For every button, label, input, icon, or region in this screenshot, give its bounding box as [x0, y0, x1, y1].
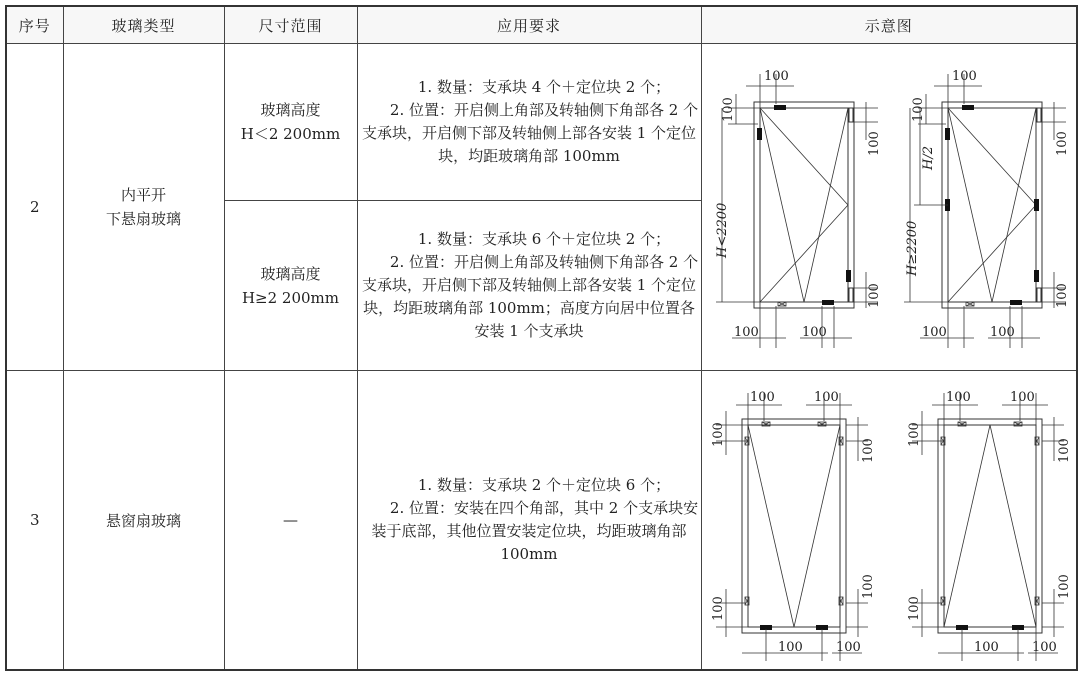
row2b-range-line1: 玻璃高度: [260, 264, 321, 283]
row3-right-dim-right-top: 100: [1056, 438, 1072, 463]
row3-left-dim-bottom-1: 100: [777, 640, 803, 655]
row3-right-dim-top-1: 100: [945, 390, 971, 405]
row2-left-dim-right-top: 100: [866, 131, 882, 156]
row3-num: 3: [6, 371, 63, 671]
row3-figure-cell: [701, 371, 1077, 671]
row2-right-dim-bottom-2: 100: [989, 325, 1015, 340]
row2-left-dim-left: 100: [720, 97, 736, 122]
row2-right-half-height: H/2: [920, 146, 936, 170]
row3-right-dim-bottom-1: 100: [973, 640, 999, 655]
row2-num: 2: [6, 44, 63, 371]
row2-left-sash: [716, 74, 878, 348]
row2a-range: [224, 44, 357, 201]
row2a-req-line1: 1. 数量：支承块 4 个＋定位块 2 个；: [417, 78, 671, 97]
row3-right-dim-top-2: 100: [1009, 390, 1035, 405]
row3-req-line1: 1. 数量：支承块 2 个＋定位块 6 个；: [417, 476, 671, 494]
row2a-range-line1: 玻璃高度: [260, 101, 321, 120]
row2a-req: [357, 44, 701, 201]
row3-diagram: [702, 371, 1078, 669]
row3-type: 悬窗扇玻璃: [63, 371, 224, 671]
row2-diagram: [702, 44, 1078, 370]
row2-left-dim-top: 100: [763, 69, 789, 84]
row3-right-dim-bottom-2: 100: [1031, 640, 1057, 655]
row2-right-dim-top: 100: [951, 69, 977, 84]
row3-right-dim-right-bottom: 100: [1056, 574, 1072, 599]
row2a-req-line2: 2. 位置：开启侧上角部及转轴侧下角部各 2 个支承块，开启侧下部及转轴侧上部各安装 1 个定位块，均距玻璃角部 100mm: [361, 101, 699, 166]
spec-table: [5, 5, 1078, 671]
row3-req: [357, 371, 701, 671]
row2-left-dim-right-bottom: 100: [866, 283, 882, 308]
header-num: 序号: [6, 6, 63, 44]
row3-left-sash: [716, 393, 868, 661]
row2b-range: [224, 201, 357, 371]
row3: [6, 371, 1077, 671]
row2-type: [63, 44, 224, 371]
row2-right-dim-right-top: 100: [1054, 131, 1070, 156]
row2-type-line2: 下悬扇玻璃: [105, 210, 181, 228]
row2-right-sash: [904, 74, 1066, 348]
row2b-req-line1: 1. 数量：支承块 6 个＋定位块 2 个；: [417, 230, 671, 249]
header-type: 玻璃类型: [63, 6, 224, 44]
row3-req-line2: 2. 位置：安装在四个角部，其中 2 个支承块安装于底部，其他位置安装定位块，均距玻璃角部 100mm: [371, 499, 699, 563]
header-fig: 示意图: [701, 6, 1077, 44]
header-req: 应用要求: [357, 6, 701, 44]
row2-type-line1: 内平开: [120, 186, 166, 204]
row2-left-dim-bottom-1: 100: [733, 325, 759, 340]
row2-left-height: H<2200: [714, 202, 730, 258]
row3-right-dim-left-top: 100: [906, 422, 922, 447]
row3-left-dim-top-1: 100: [749, 390, 775, 405]
row2b-range-line2: H≥2 200mm: [241, 288, 340, 307]
row2b-req-line2: 2. 位置：开启侧上角部及转轴侧下角部各 2 个支承块，开启侧下部及转轴侧上部各安装 1 个定位块，均距玻璃角部 100mm；高度方向居中位置各安装 1 个支承块: [361, 253, 699, 341]
row2b-req: [357, 201, 701, 371]
row3-left-dim-left-top: 100: [710, 422, 726, 447]
row2-figure-cell: [701, 44, 1077, 371]
row3-range: —: [224, 371, 357, 671]
row2-right-dim-left: 100: [910, 97, 926, 122]
row2-right-height: H≥2200: [904, 220, 920, 276]
row2-right-dim-right-bottom: 100: [1054, 283, 1070, 308]
header-row: [6, 6, 1077, 44]
row3-left-dim-top-2: 100: [813, 390, 839, 405]
header-range: 尺寸范围: [224, 6, 357, 44]
row3-left-dim-right-top: 100: [860, 438, 876, 463]
row2a-range-line2: H＜2 200mm: [240, 125, 341, 144]
row3-left-dim-right-bottom: 100: [860, 574, 876, 599]
row3-right-sash: [912, 393, 1064, 661]
row2-left-dim-bottom-2: 100: [801, 325, 827, 340]
row3-right-dim-left-bottom: 100: [906, 596, 922, 621]
row3-left-dim-bottom-2: 100: [835, 640, 861, 655]
row2-right-dim-bottom-1: 100: [921, 325, 947, 340]
row2-a: [6, 44, 1077, 201]
row3-left-dim-left-bottom: 100: [710, 596, 726, 621]
